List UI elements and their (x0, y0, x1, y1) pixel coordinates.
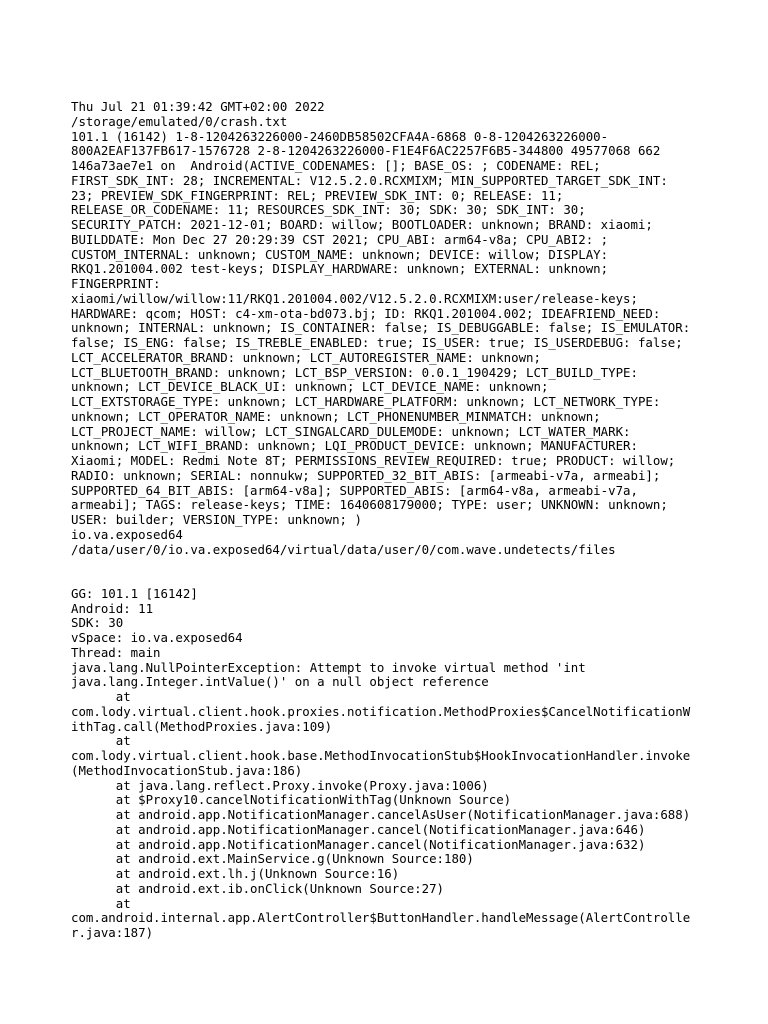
device-info-line: false; IS_ENG: false; IS_TREBLE_ENABLED: true; IS_USER: true; IS_USERDEBUG: false; (71, 335, 683, 350)
device-info-line: /data/user/0/io.va.exposed64/virtual/data/user/0/com.wave.undetects/files (71, 541, 616, 557)
stack-trace-line: at (71, 689, 131, 704)
stack-trace-line: com.lody.virtual.client.hook.proxies.notification.MethodProxies$CancelNotificationW (71, 703, 691, 719)
device-info-block (71, 100, 761, 557)
device-info-line: unknown; LCT_WIFI_BRAND: unknown; LQI_PRODUCT_DEVICE: unknown; MANUFACTURER: (71, 438, 638, 454)
device-info-line: FIRST_SDK_INT: 28; INCREMENTAL: V12.5.2.0.RCXMIXM; MIN_SUPPORTED_TARGET_SDK_INT: (71, 172, 668, 188)
device-info-line: unknown; INTERNAL: unknown; IS_CONTAINER: false; IS_DEBUGGABLE: false; IS_EMULATOR: (71, 320, 691, 336)
stack-trace-line: at (71, 733, 131, 749)
stack-trace-line: SDK: 30 (71, 615, 124, 631)
device-info-line: LCT_EXTSTORAGE_TYPE: unknown; LCT_HARDWARE_PLATFORM: unknown; LCT_NETWORK_TYPE: (71, 394, 661, 409)
stack-trace-line: ithTag.call(MethodProxies.java:109) (71, 718, 333, 734)
device-info-line: 101.1 (16142) 1-8-1204263226000-2460DB58502CFA4A-6868 0-8-1204263226000- (71, 128, 609, 144)
device-info-line: USER: builder; VERSION_TYPE: unknown; ) (71, 512, 362, 527)
spacer (71, 557, 761, 572)
device-info-line: unknown; LCT_OPERATOR_NAME: unknown; LCT_PHONENUMBER_MINMATCH: unknown; (71, 408, 601, 424)
device-info-line: LCT_PROJECT_NAME: willow; LCT_SINGALCARD_DULEMODE: unknown; LCT_WATER_MARK: (71, 423, 631, 439)
stack-trace-line: java.lang.Integer.intValue()' on a null object reference (71, 674, 489, 690)
device-info-line: HARDWARE: qcom; HOST: c4-xm-ota-bd073.bj; ID: RKQ1.201004.002; IDEAFRIEND_NEED: (71, 305, 661, 321)
device-info-line: LCT_ACCELERATOR_BRAND: unknown; LCT_AUTOREGISTER_NAME: unknown; (71, 349, 541, 365)
stack-trace-line: at android.ext.ib.onClick(Unknown Source:27) (71, 880, 444, 896)
stack-trace-line: java.lang.NullPointerException: Attempt to invoke virtual method 'int (71, 659, 586, 675)
stack-trace-line: at java.lang.reflect.Proxy.invoke(Proxy.java:1006) (71, 777, 489, 793)
device-info-line: BUILDDATE: Mon Dec 27 20:29:39 CST 2021; CPU_ABI: arm64-v8a; CPU_ABI2: ; (71, 231, 609, 247)
device-info-line: 23; PREVIEW_SDK_FINGERPRINT: REL; PREVIEW_SDK_INT: 0; RELEASE: 11; (71, 187, 564, 203)
device-info-line: FINGERPRINT: (71, 276, 161, 291)
stack-trace-line: at android.app.NotificationManager.cancel(NotificationManager.java:632) (71, 836, 646, 852)
device-info-line: 800A2EAF137FB617-1576728 2-8-1204263226000-F1E4F6AC2257F6B5-344800 49577068 662 (71, 143, 661, 159)
device-info-line: io.va.exposed64 (71, 526, 183, 542)
stack-trace-line: at (71, 895, 131, 911)
device-info-line: unknown; LCT_DEVICE_BLACK_UI: unknown; LCT_DEVICE_NAME: unknown; (71, 379, 549, 395)
stack-trace-line: com.lody.virtual.client.hook.base.MethodInvocationStub$HookInvocationHandler.invoke (71, 748, 691, 763)
device-info-line: RADIO: unknown; SERIAL: nonnukw; SUPPORTED_32_BIT_ABIS: [armeabi-v7a, armeabi]; (71, 467, 661, 483)
stack-trace-line: com.android.internal.app.AlertController$ButtonHandler.handleMessage(AlertControlle (71, 910, 691, 926)
stack-trace-line: GG: 101.1 [16142] (71, 585, 198, 601)
stack-trace-line: at android.ext.lh.j(Unknown Source:16) (71, 866, 400, 881)
device-info-line: armeabi]; TAGS: release-keys; TIME: 1640608179000; TYPE: user; UNKNOWN: unknown; (71, 497, 668, 513)
device-info-line: SECURITY_PATCH: 2021-12-01; BOARD: willow; BOOTLOADER: unknown; BRAND: xiaomi; (71, 217, 653, 232)
stack-trace-line: Android: 11 (71, 600, 154, 616)
device-info-line: Thu Jul 21 01:39:42 GMT+02:00 2022 (71, 99, 325, 114)
stack-trace-line: at android.app.NotificationManager.cancelAsUser(NotificationManager.java:688) (71, 807, 691, 822)
stack-trace-line: Thread: main (71, 644, 161, 660)
stack-trace-line: at android.ext.MainService.g(Unknown Source:180) (71, 851, 474, 867)
crash-log-document (71, 100, 761, 941)
stack-trace-block (71, 587, 761, 941)
device-info-line: 146a73ae7e1 on Android(ACTIVE_CODENAMES: []; BASE_OS: ; CODENAME: REL; (71, 158, 601, 173)
spacer (71, 572, 761, 587)
device-info-line: LCT_BLUETOOTH_BRAND: unknown; LCT_BSP_VERSION: 0.0.1_190429; LCT_BUILD_TYPE: (71, 364, 638, 380)
device-info-line: /storage/emulated/0/crash.txt (71, 113, 288, 129)
device-info-line: CUSTOM_INTERNAL: unknown; CUSTOM_NAME: unknown; DEVICE: willow; DISPLAY: (71, 246, 609, 262)
stack-trace-line: at android.app.NotificationManager.cancel(NotificationManager.java:646) (71, 821, 646, 837)
device-info-line: SUPPORTED_64_BIT_ABIS: [arm64-v8a]; SUPPORTED_ABIS: [arm64-v8a, armeabi-v7a, (71, 482, 638, 498)
device-info-line: RKQ1.201004.002 test-keys; DISPLAY_HARDWARE: unknown; EXTERNAL: unknown; (71, 261, 609, 277)
stack-trace-line: vSpace: io.va.exposed64 (71, 630, 243, 645)
device-info-line: RELEASE_OR_CODENAME: 11; RESOURCES_SDK_INT: 30; SDK: 30; SDK_INT: 30; (71, 202, 586, 218)
stack-trace-line: at $Proxy10.cancelNotificationWithTag(Unknown Source) (71, 792, 512, 808)
device-info-line: xiaomi/willow/willow:11/RKQ1.201004.002/V12.5.2.0.RCXMIXM:user/release-keys; (71, 290, 638, 306)
stack-trace-line: (MethodInvocationStub.java:186) (71, 762, 303, 778)
stack-trace-line: r.java:187) (71, 925, 154, 940)
device-info-line: Xiaomi; MODEL: Redmi Note 8T; PERMISSIONS_REVIEW_REQUIRED: true; PRODUCT: willow; (71, 453, 676, 468)
